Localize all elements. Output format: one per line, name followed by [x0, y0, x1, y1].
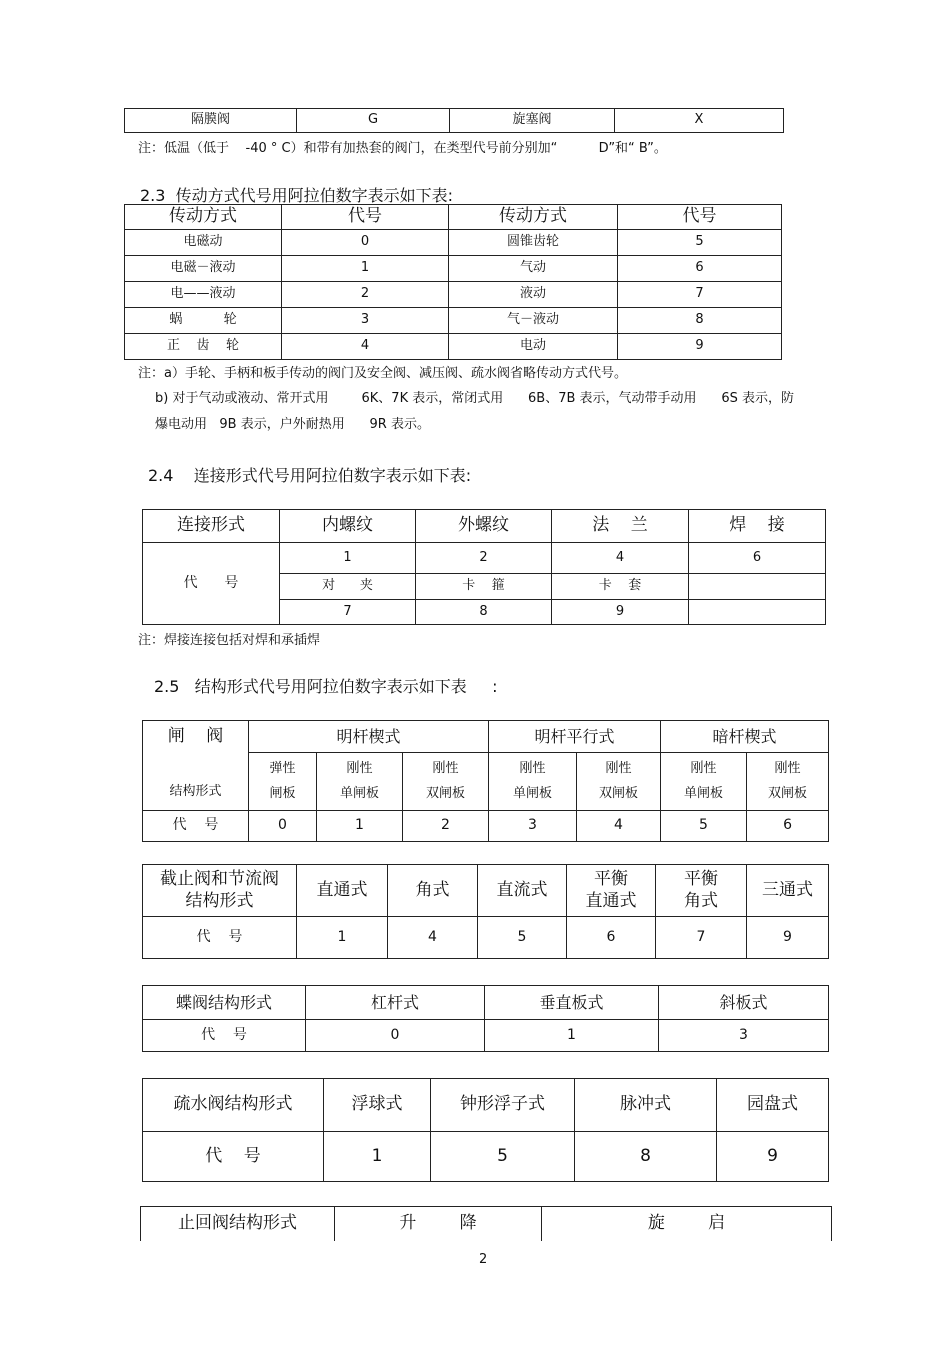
- trap-type: 浮球式: [324, 1079, 431, 1132]
- globe-code: 7: [656, 917, 747, 959]
- valve-type-table-tail: [124, 108, 784, 133]
- gate-group-rising-wedge: 明杆楔式: [249, 721, 489, 753]
- drive-cell: 0: [282, 230, 449, 256]
- drive-cell: 圆锥齿轮: [449, 230, 618, 256]
- globe-valve-structure-table: [142, 864, 829, 959]
- drive-cell: 气动: [449, 256, 618, 282]
- gate-sub-type: 弹性 闸板: [249, 753, 317, 811]
- drive-header-mode-1: 传动方式: [125, 205, 282, 230]
- gate-group-rising-parallel: 明杆平行式: [489, 721, 661, 753]
- check-structure-label: 止回阀结构形式: [141, 1207, 335, 1242]
- connection-name: 卡 套: [552, 574, 689, 600]
- butterfly-type: 杠杆式: [306, 986, 485, 1020]
- connection-code: [689, 600, 826, 625]
- connection-header-external-thread: 外螺纹: [416, 510, 552, 543]
- connection-note: 注：焊接连接包括对焊和承插焊: [138, 633, 321, 648]
- gate-sub-type: 刚性 单闸板: [317, 753, 403, 811]
- globe-type: 直流式: [478, 865, 567, 917]
- cell-diaphragm-valve: 隔膜阀: [125, 109, 297, 133]
- globe-code: 1: [297, 917, 388, 959]
- check-valve-structure-table: [140, 1206, 832, 1241]
- steam-trap-structure-table: [142, 1078, 829, 1182]
- gate-code: 5: [661, 811, 747, 842]
- butterfly-code-label: 代 号: [143, 1020, 306, 1052]
- gate-sub-type: 刚性 单闸板: [489, 753, 577, 811]
- drive-header-code-1: 代号: [282, 205, 449, 230]
- drive-cell: 7: [618, 282, 782, 308]
- table-row: [125, 308, 782, 334]
- table-row: [125, 230, 782, 256]
- connection-header-label: 连接形式: [143, 510, 280, 543]
- globe-structure-label: 截止阀和节流阀 结构形式: [143, 865, 297, 917]
- trap-code: 8: [575, 1132, 717, 1182]
- drive-cell: 5: [618, 230, 782, 256]
- gate-code: 1: [317, 811, 403, 842]
- trap-code: 9: [717, 1132, 829, 1182]
- trap-code: 5: [431, 1132, 575, 1182]
- globe-type: 平衡 角式: [656, 865, 747, 917]
- globe-code: 9: [747, 917, 829, 959]
- globe-type: 平衡 直通式: [567, 865, 656, 917]
- drive-cell: 正 齿 轮: [125, 334, 282, 360]
- gate-code: 3: [489, 811, 577, 842]
- globe-type: 三通式: [747, 865, 829, 917]
- gate-group-nonrising-wedge: 暗杆楔式: [661, 721, 829, 753]
- globe-code-label: 代 号: [143, 917, 297, 959]
- gate-sub-type: 刚性 单闸板: [661, 753, 747, 811]
- connection-code: 9: [552, 600, 689, 625]
- drive-cell: 电动: [449, 334, 618, 360]
- page-number: 2: [479, 1252, 488, 1267]
- butterfly-structure-label: 蝶阀结构形式: [143, 986, 306, 1020]
- drive-cell: 蜗 轮: [125, 308, 282, 334]
- gate-sub-type: 刚性 双闸板: [747, 753, 829, 811]
- connection-type-table: [142, 509, 826, 625]
- trap-type: 园盘式: [717, 1079, 829, 1132]
- table-row: [125, 256, 782, 282]
- connection-code: 1: [280, 543, 416, 574]
- cell-code-x: X: [615, 109, 784, 133]
- butterfly-valve-structure-table: [142, 985, 829, 1052]
- connection-header-internal-thread: 内螺纹: [280, 510, 416, 543]
- connection-code-label: 代 号: [143, 543, 280, 625]
- section-2-4-heading: 2.4 连接形式代号用阿拉伯数字表示如下表:: [148, 466, 472, 485]
- gate-code: 0: [249, 811, 317, 842]
- trap-code: 1: [324, 1132, 431, 1182]
- connection-code: 8: [416, 600, 552, 625]
- drive-cell: 2: [282, 282, 449, 308]
- trap-type: 钟形浮子式: [431, 1079, 575, 1132]
- check-type: 旋 启: [542, 1207, 832, 1242]
- connection-name: 卡 箍: [416, 574, 552, 600]
- note-low-temp: 注：低温（低于 -40 ° C）和带有加热套的阀门，在类型代号前分别加“ D”和“ B”。: [138, 141, 667, 156]
- table-row: [125, 282, 782, 308]
- connection-header-flange: 法 兰: [552, 510, 689, 543]
- butterfly-code: 0: [306, 1020, 485, 1052]
- gate-valve-structure-table: [142, 720, 829, 842]
- butterfly-code: 3: [659, 1020, 829, 1052]
- globe-type: 角式: [388, 865, 478, 917]
- globe-code: 5: [478, 917, 567, 959]
- drive-cell: 3: [282, 308, 449, 334]
- drive-note-b-line2: 爆电动用 9B 表示，户外耐热用 9R 表示。: [155, 417, 430, 432]
- globe-code: 4: [388, 917, 478, 959]
- gate-structure-label: 结构形式: [143, 753, 249, 811]
- butterfly-code: 1: [485, 1020, 659, 1052]
- section-2-3-heading: 2.3 传动方式代号用阿拉伯数字表示如下表:: [140, 186, 454, 205]
- globe-code: 6: [567, 917, 656, 959]
- drive-cell: 液动: [449, 282, 618, 308]
- drive-mode-table: [124, 204, 782, 360]
- trap-structure-label: 疏水阀结构形式: [143, 1079, 324, 1132]
- gate-code: 4: [577, 811, 661, 842]
- gate-code: 2: [403, 811, 489, 842]
- connection-name: [689, 574, 826, 600]
- drive-cell: 8: [618, 308, 782, 334]
- check-type: 升 降: [335, 1207, 542, 1242]
- gate-sub-type: 刚性 双闸板: [403, 753, 489, 811]
- drive-cell: 电磁动: [125, 230, 282, 256]
- globe-type: 直通式: [297, 865, 388, 917]
- drive-note-a: 注：a）手轮、手柄和板手传动的阀门及安全阀、减压阀、疏水阀省略传动方式代号。: [138, 366, 627, 381]
- gate-code: 6: [747, 811, 829, 842]
- drive-note-b-line1: b) 对于气动或液动、常开式用 6K、7K 表示，常闭式用 6B、7B 表示，气动带手动用 6S 表示，防: [155, 391, 794, 406]
- connection-code: 2: [416, 543, 552, 574]
- drive-cell: 电磁－液动: [125, 256, 282, 282]
- gate-sub-type: 刚性 双闸板: [577, 753, 661, 811]
- butterfly-type: 垂直板式: [485, 986, 659, 1020]
- butterfly-type: 斜板式: [659, 986, 829, 1020]
- drive-cell: 1: [282, 256, 449, 282]
- cell-code-g: G: [297, 109, 450, 133]
- connection-code: 4: [552, 543, 689, 574]
- cell-plug-valve: 旋塞阀: [450, 109, 615, 133]
- connection-name: 对 夹: [280, 574, 416, 600]
- drive-header-mode-2: 传动方式: [449, 205, 618, 230]
- trap-code-label: 代 号: [143, 1132, 324, 1182]
- gate-valve-title: 闸 阀: [143, 721, 249, 753]
- drive-cell: 气－液动: [449, 308, 618, 334]
- section-2-5-heading: 2.5 结构形式代号用阿拉伯数字表示如下表 :: [154, 677, 498, 696]
- drive-cell: 电——液动: [125, 282, 282, 308]
- gate-code-label: 代 号: [143, 811, 249, 842]
- drive-header-code-2: 代号: [618, 205, 782, 230]
- trap-type: 脉冲式: [575, 1079, 717, 1132]
- connection-code: 6: [689, 543, 826, 574]
- table-row: [125, 334, 782, 360]
- connection-code: 7: [280, 600, 416, 625]
- drive-cell: 4: [282, 334, 449, 360]
- check-valve-clip: [0, 1200, 950, 1241]
- drive-cell: 9: [618, 334, 782, 360]
- drive-cell: 6: [618, 256, 782, 282]
- connection-header-weld: 焊 接: [689, 510, 826, 543]
